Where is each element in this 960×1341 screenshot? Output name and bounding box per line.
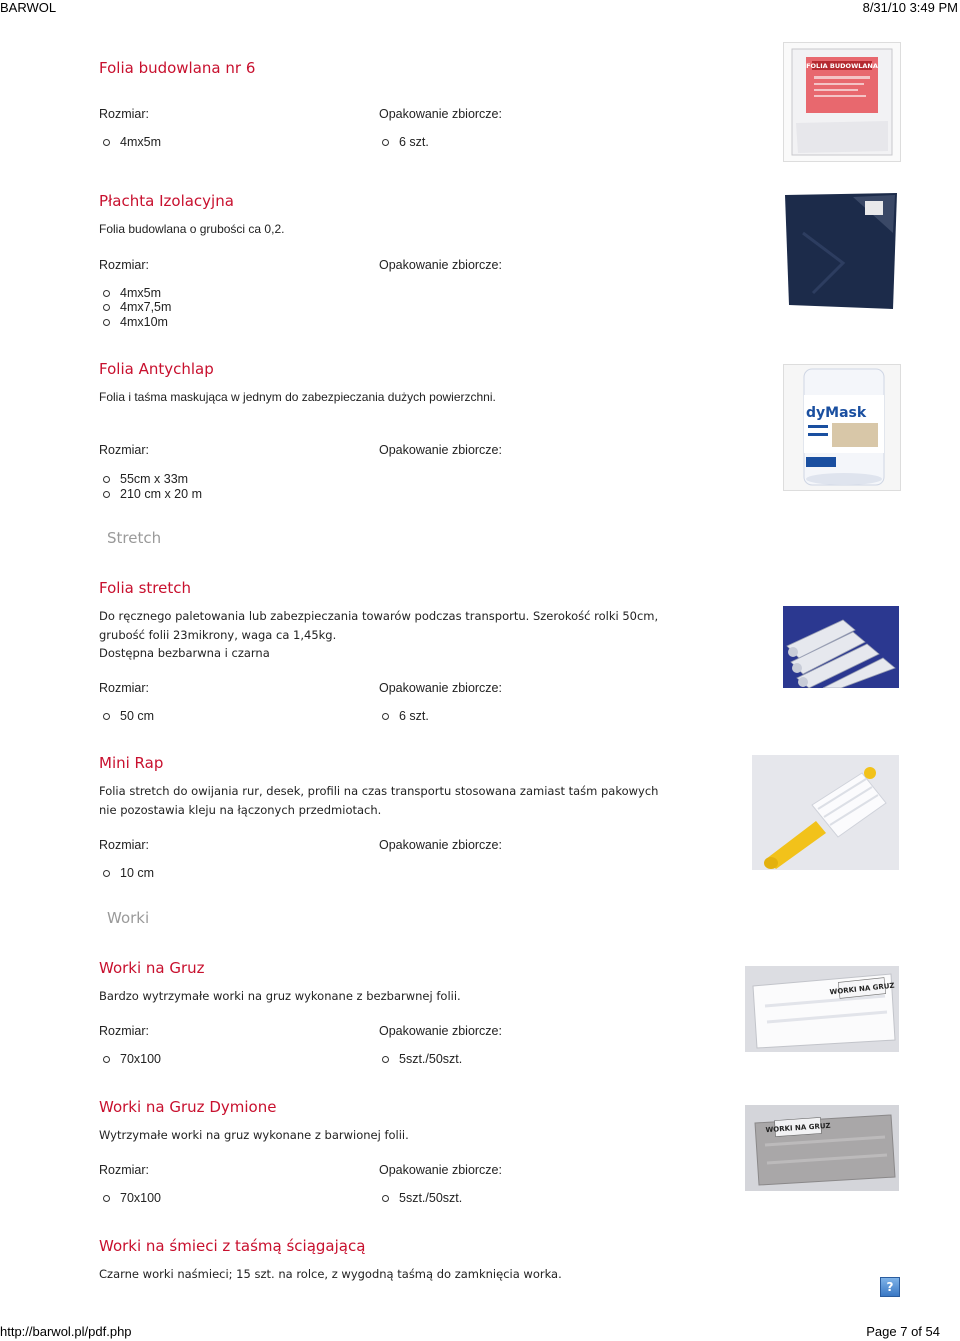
size-item: 4mx5m xyxy=(99,135,161,150)
size-label: Rozmiar: xyxy=(99,258,150,272)
package-label: Opakowanie zbiorcze: xyxy=(379,1163,502,1177)
size-item: 70x100 xyxy=(99,1191,161,1206)
size-item: 210 cm x 20 m xyxy=(99,487,202,502)
product-title: Worki na Gruz Dymione xyxy=(99,1098,277,1116)
size-item: 50 cm xyxy=(99,709,154,724)
package-label: Opakowanie zbiorcze: xyxy=(379,838,502,852)
product-title: Mini Rap xyxy=(99,754,164,772)
product-image-folia-stretch xyxy=(783,606,899,688)
product-image-antychlap xyxy=(783,364,901,491)
product-title: Worki na Gruz xyxy=(99,959,205,977)
size-label: Rozmiar: xyxy=(99,1024,150,1038)
print-header-title: BARWOL xyxy=(0,0,57,15)
product-image-plachta xyxy=(783,193,899,311)
package-label: Opakowanie zbiorcze: xyxy=(379,258,502,272)
size-item: 10 cm xyxy=(99,866,154,881)
package-label: Opakowanie zbiorcze: xyxy=(379,681,502,695)
product-image-worki-dymione xyxy=(745,1105,899,1191)
size-item: 4mx10m xyxy=(99,315,168,330)
package-label: Opakowanie zbiorcze: xyxy=(379,107,502,121)
product-title: Folia budowlana nr 6 xyxy=(99,59,256,77)
print-footer-url: http://barwol.pl/pdf.php xyxy=(0,1324,132,1339)
product-image-folia-budowlana xyxy=(783,42,901,162)
size-label: Rozmiar: xyxy=(99,443,150,457)
size-item: 4mx7,5m xyxy=(99,300,171,315)
image-label: dyMask xyxy=(806,405,867,421)
product-image-mini-rap xyxy=(752,755,899,870)
product-description: Folia stretch do owijania rur, desek, profili na czas transportu stosowana zamiast taśm pakowych nie pozostawia kleju na łączonych przedmiotach. xyxy=(99,784,659,817)
print-header-datetime: 8/31/10 3:49 PM xyxy=(862,0,958,15)
image-label: FOLIA BUDOWLANA xyxy=(806,62,878,70)
section-heading-worki: Worki xyxy=(107,909,150,927)
product-title: Worki na śmieci z taśmą ściągającą xyxy=(99,1237,366,1255)
size-label: Rozmiar: xyxy=(99,681,150,695)
product-description: Do ręcznego paletowania lub zabezpieczania towarów podczas transportu. Szerokość rolki 50cm, grubość folii 23mikrony, waga ca 1,45kg. xyxy=(99,609,659,642)
size-item: 55cm x 33m xyxy=(99,472,188,487)
product-description: Folia i taśma maskująca w jednym do zabezpieczania dużych powierzchni. xyxy=(99,390,496,404)
product-title: Folia Antychlap xyxy=(99,360,214,378)
package-label: Opakowanie zbiorcze: xyxy=(379,1024,502,1038)
image-label: WORKI NA GRUZ xyxy=(829,981,895,997)
size-label: Rozmiar: xyxy=(99,107,150,121)
size-label: Rozmiar: xyxy=(99,1163,150,1177)
product-title: Folia stretch xyxy=(99,579,191,597)
package-label: Opakowanie zbiorcze: xyxy=(379,443,502,457)
product-description: Folia budowlana o grubości ca 0,2. xyxy=(99,222,285,236)
product-image-worki-na-gruz xyxy=(745,966,899,1052)
package-item: 5szt./50szt. xyxy=(378,1052,462,1067)
product-description: Bardzo wytrzymałe worki na gruz wykonane z bezbarwnej folii. xyxy=(99,989,461,1003)
package-item: 5szt./50szt. xyxy=(378,1191,462,1206)
product-title: Płachta Izolacyjna xyxy=(99,192,234,210)
section-heading-stretch: Stretch xyxy=(107,529,162,547)
package-item: 6 szt. xyxy=(378,709,429,724)
product-description: Czarne worki naśmieci; 15 szt. na rolce, z wygodną taśmą do zamknięcia worka. xyxy=(99,1267,562,1281)
product-description-availability: Dostępna bezbarwna i czarna xyxy=(99,646,270,660)
size-item: 70x100 xyxy=(99,1052,161,1067)
package-item: 6 szt. xyxy=(378,135,429,150)
size-item: 4mx5m xyxy=(99,286,161,301)
help-icon[interactable]: ? xyxy=(880,1277,900,1297)
size-label: Rozmiar: xyxy=(99,838,150,852)
print-footer-page-number: Page 7 of 54 xyxy=(866,1324,940,1339)
image-label: WORKI NA GRUZ xyxy=(765,1121,831,1135)
product-description: Wytrzymałe worki na gruz wykonane z barwionej folii. xyxy=(99,1128,409,1142)
